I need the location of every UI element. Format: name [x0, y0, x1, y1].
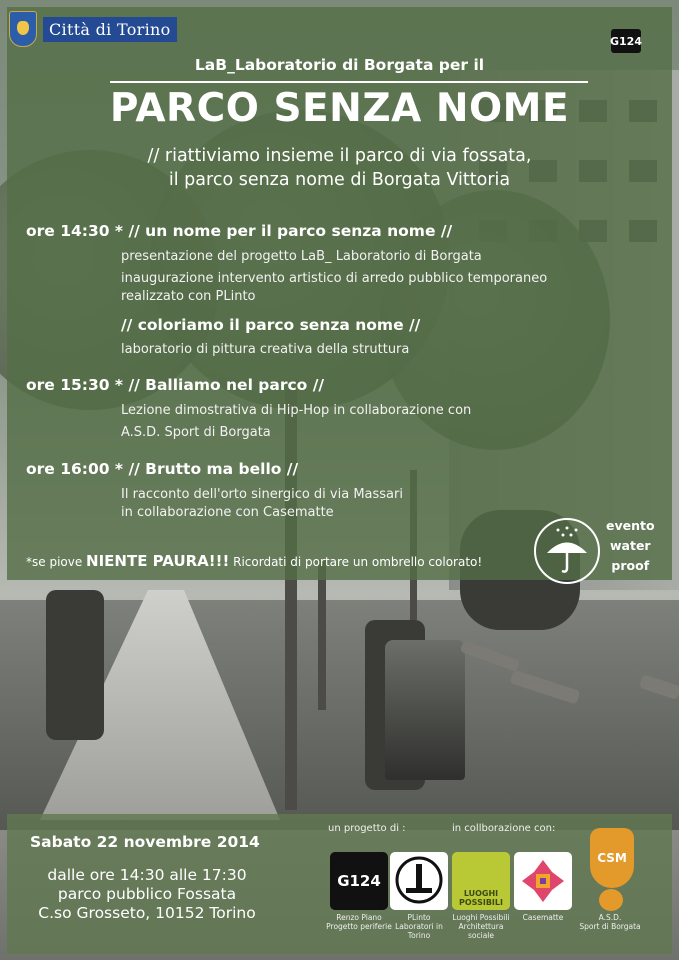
- project-by-label: un progetto di :: [328, 823, 406, 834]
- schedule-item-1600: ore 16:00 * // Brutto ma bello //: [26, 460, 299, 478]
- collaboration-label: in collborazione con:: [452, 823, 556, 834]
- casematte-logo: [514, 852, 572, 910]
- waterproof-badge: evento water proof: [606, 518, 655, 573]
- partner-label-casematte: Casematte: [522, 913, 564, 922]
- schedule-desc-coloriamo: laboratorio di pittura creativa della struttura: [121, 342, 410, 357]
- umbrella-icon: [534, 518, 600, 584]
- partner-label-luoghi-possibili: Luoghi Possibili Architettura sociale: [452, 913, 510, 940]
- partner-label-asd: A.S.D. Sport di Borgata: [579, 913, 641, 931]
- plinto-logo: [390, 852, 448, 910]
- crest-icon: [9, 11, 37, 47]
- city-logo-text: Città di Torino: [43, 17, 177, 42]
- g124-badge: G124: [611, 29, 641, 53]
- subtitle: // riattiviamo insieme il parco di via fossata, il parco senza nome di Borgata Vittoria: [147, 146, 532, 190]
- event-location: dalle ore 14:30 alle 17:30 parco pubblico Fossata C.so Grosseto, 10152 Torino: [38, 866, 256, 922]
- schedule-item-1430: ore 14:30 * // un nome per il parco senza nome //: [26, 222, 453, 240]
- schedule-desc-1600: Il racconto dell'orto sinergico di via Massari in collaborazione con Casematte: [121, 487, 403, 520]
- g124-logo: G124: [330, 852, 388, 910]
- title-divider: [110, 81, 588, 83]
- partner-label-plinto: PLinto Laboratori in Torino: [395, 913, 443, 940]
- schedule-item-coloriamo: // coloriamo il parco senza nome //: [121, 316, 421, 334]
- rain-notice: *se piove NIENTE PAURA!!! Ricordati di portare un ombrello colorato!: [26, 552, 483, 570]
- schedule-item-1530: ore 15:30 * // Balliamo nel parco //: [26, 376, 325, 394]
- schedule-desc-1530: Lezione dimostrativa di Hip-Hop in collaborazione con A.S.D. Sport di Borgata: [121, 403, 472, 440]
- citta-di-torino-logo: [9, 11, 177, 47]
- asd-sport-di-borgata-logo: CSM: [590, 828, 634, 888]
- luoghi-possibili-logo: LUOGHI POSSIBILI: [452, 852, 510, 910]
- schedule-desc-1430: presentazione del progetto LaB_ Laboratorio di Borgata inaugurazione intervento artistico di arredo pubblico temporaneo realizzato con PLinto: [121, 249, 548, 304]
- asd-sport-ball-icon: [599, 889, 623, 911]
- event-date: Sabato 22 novembre 2014: [30, 833, 260, 851]
- page-title: PARCO SENZA NOME: [109, 86, 570, 131]
- intro-line: LaB_Laboratorio di Borgata per il: [194, 56, 485, 74]
- partner-label-renzo-piano: Renzo Piano Progetto periferie: [326, 913, 392, 931]
